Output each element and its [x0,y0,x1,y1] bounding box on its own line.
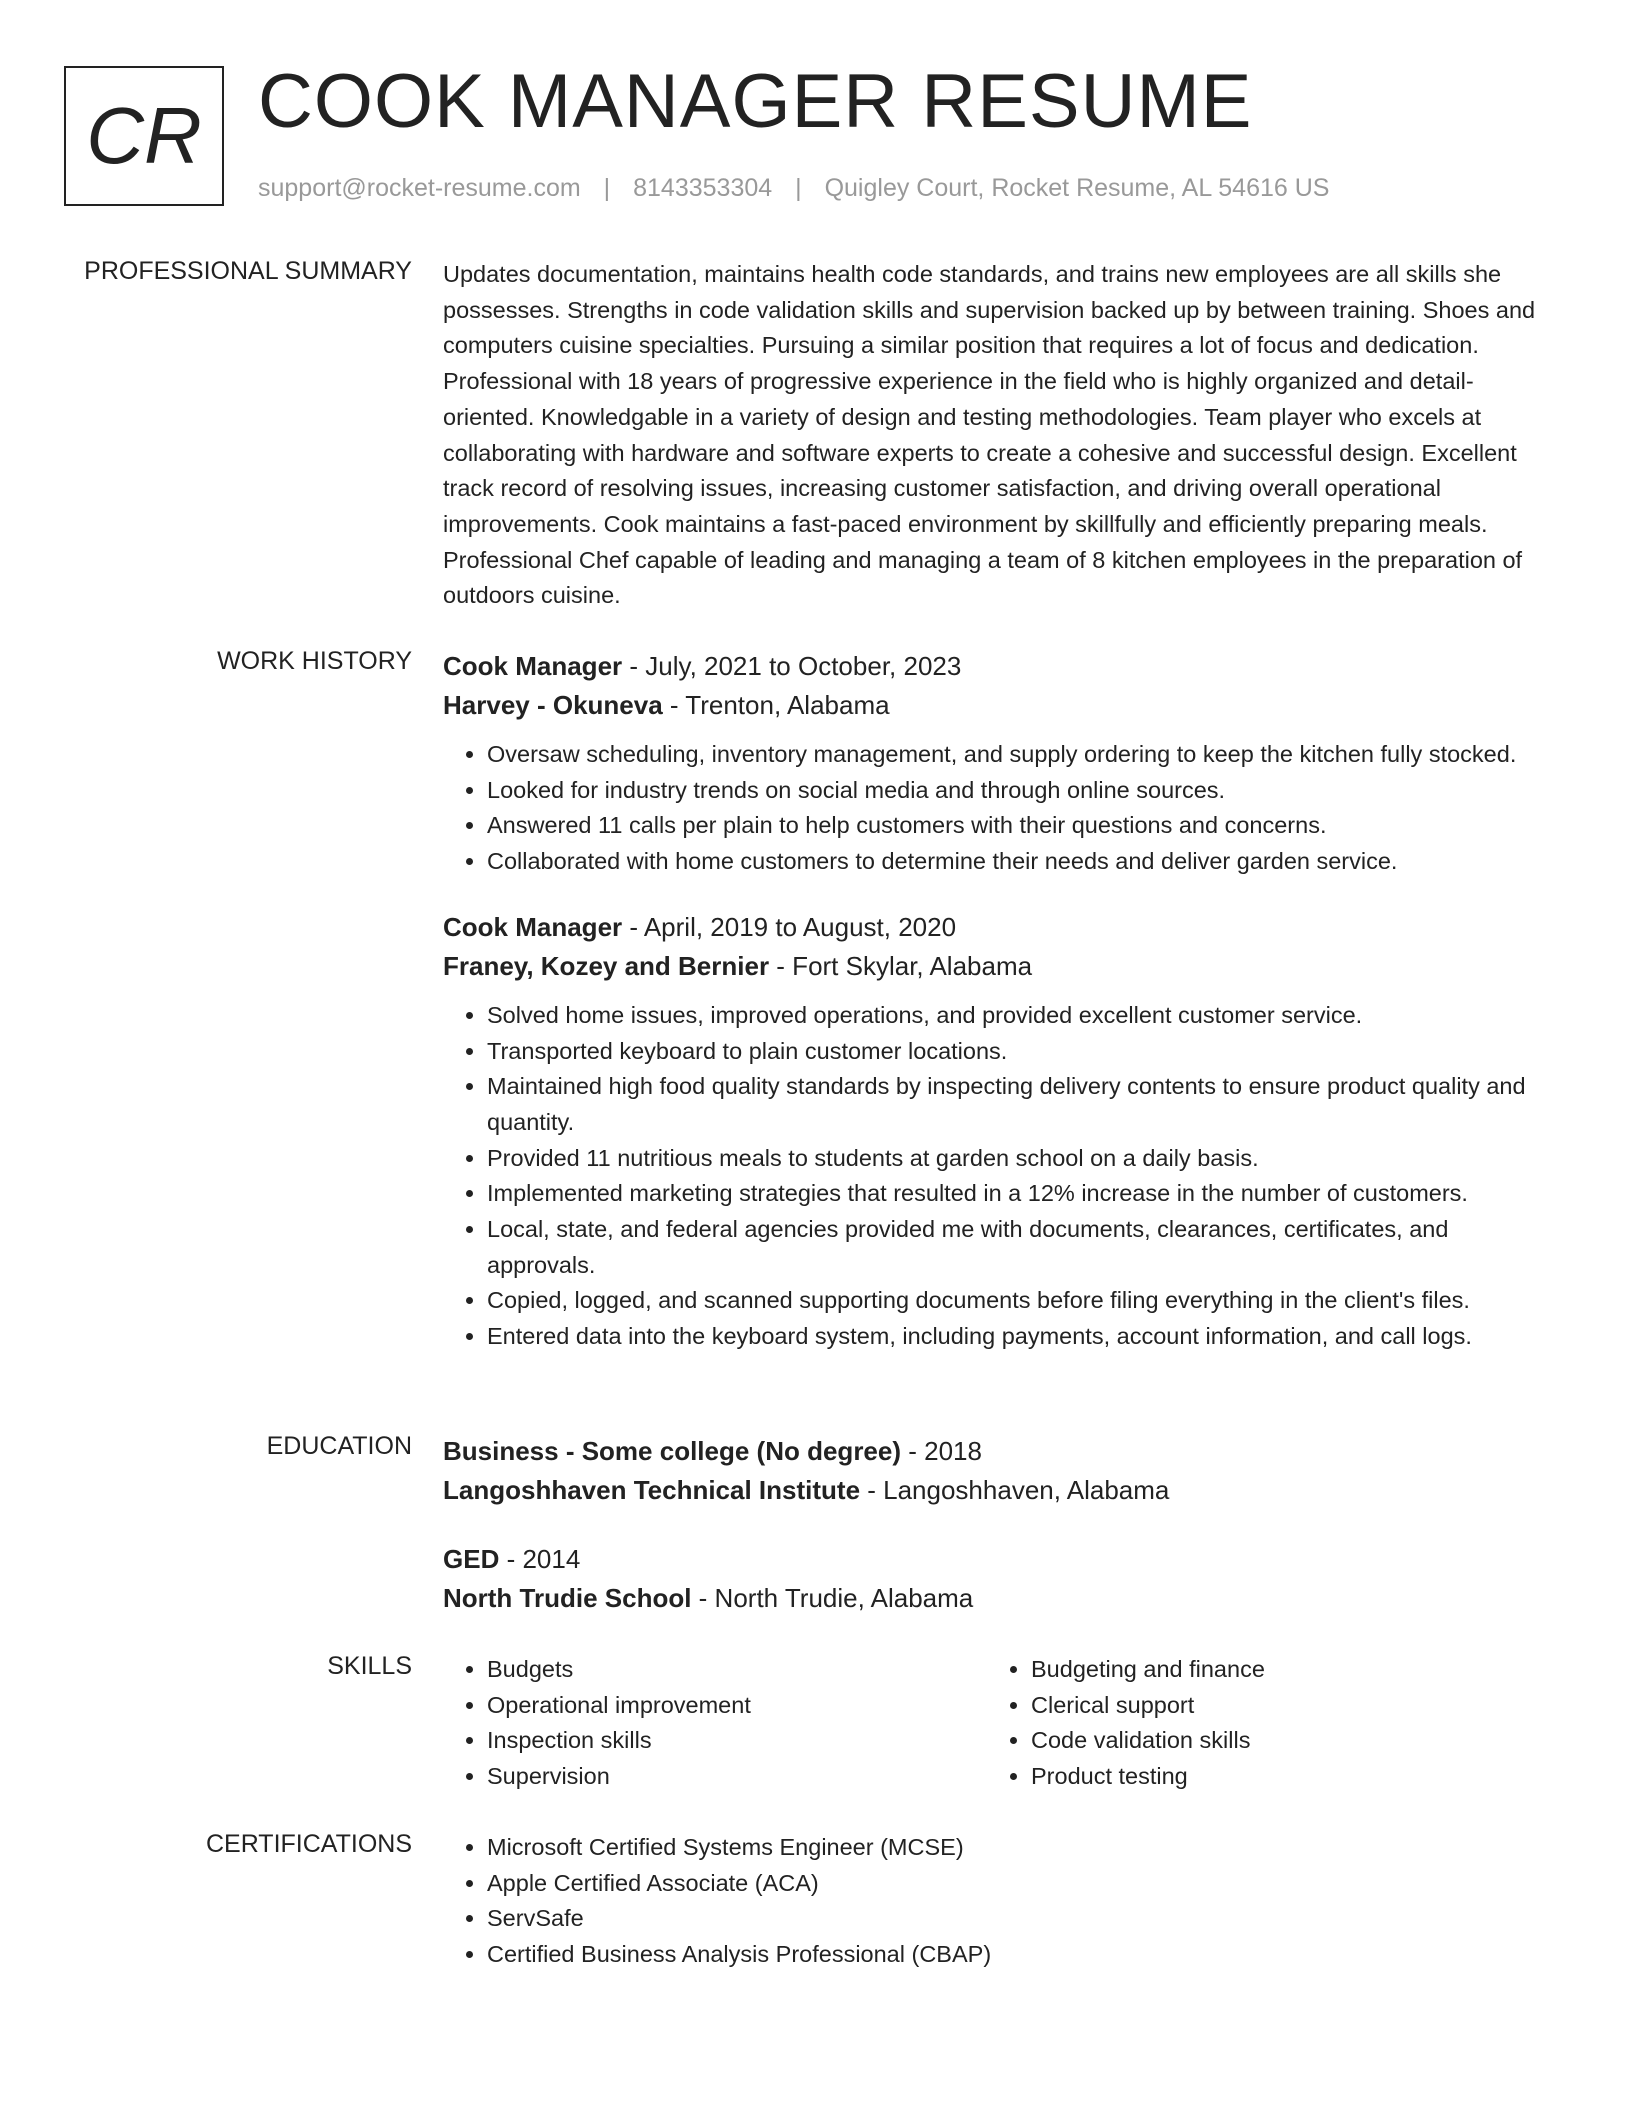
job-company-line [443,686,1563,725]
education-entry [443,1540,1563,1618]
certification-item: • Apple Certified Associate (ACA) [487,1866,1563,1902]
job-bullet: • Implemented marketing strategies that resulted in a 12% increase in the number of customers. [487,1176,1563,1212]
section-label: CERTIFICATIONS [205,1830,412,1858]
education-entry [443,1432,1563,1510]
resume-title: COOK MANAGER RESUME [258,59,1253,144]
job-bullets [443,998,1563,1355]
job-bullet: • Entered data into the keyboard system, including payments, account information, and call logs. [487,1319,1563,1355]
section-label: SKILLS [327,1652,412,1680]
skill-item: • Code validation skills [1031,1723,1531,1759]
resume-header [64,59,1568,210]
skill-item: • Budgets [487,1652,987,1688]
job-title-line [443,647,1563,686]
skill-item: • Inspection skills [487,1723,987,1759]
degree-line [443,1432,1563,1471]
school: North Trudie School [443,1583,692,1613]
contact-separator: | [603,174,611,202]
degree: GED [443,1544,500,1574]
job-title-line [443,908,1563,947]
job-bullet: • Transported keyboard to plain customer locations. [487,1034,1563,1070]
job-bullet: • Collaborated with home customers to determine their needs and deliver garden service. [487,844,1563,880]
school-line [443,1579,1563,1618]
job-location: - Fort Skylar, Alabama [769,950,1033,981]
job-bullet: • Local, state, and federal agencies provided me with documents, clearances, certificates, and approvals. [487,1212,1563,1283]
contact-address: Quigley Court, Rocket Resume, AL 54616 US [824,174,1330,202]
section-label: WORK HISTORY [217,647,412,675]
skills-body [443,1652,1563,1795]
graduation-year: - 2018 [901,1436,982,1466]
certification-item: • Certified Business Analysis Professional (CBAP) [487,1937,1563,1973]
job-bullet: • Oversaw scheduling, inventory management, and supply ordering to keep the kitchen fully stocked. [487,737,1563,773]
job-company-line [443,947,1563,986]
school-location: - North Trudie, Alabama [691,1583,974,1613]
contact-line [258,174,1329,203]
job-bullet: • Answered 11 calls per plain to help customers with their questions and concerns. [487,808,1563,844]
job-bullet: • Provided 11 nutritious meals to students at garden school on a daily basis. [487,1141,1563,1177]
job-entry [443,908,1563,1355]
education-body [443,1432,1563,1648]
graduation-year: - 2014 [499,1544,581,1574]
section-label: EDUCATION [266,1432,412,1460]
summary-text: Updates documentation, maintains health code standards, and trains new employees are all skills she possesses. Strengths in code validation skills and supervision backed up by between training. Shoes and computers cuisine specialties. Pursuing a similar position that requires a lot of focus and dedication. Professional with 18 years of progressive experience in the field who is highly organized and detail-oriented. Knowledgable in a variety of design and testing methodologies. Team player who excels at collaborating with hardware and software experts to create a cohesive and successful design. Excellent track record of resolving issues, increasing customer satisfaction, and driving overall operational improvements. Cook maintains a fast-paced environment by skillfully and efficiently preparing meals. Professional Chef capable of leading and managing a team of 8 kitchen employees in the preparation of outdoors cuisine. [443,261,1536,609]
job-title: Cook Manager [443,651,623,681]
job-bullet: • Maintained high food quality standards by inspecting delivery contents to ensure product quality and quantity. [487,1069,1563,1140]
skills-column-left [443,1652,987,1795]
skills-column-right [987,1652,1531,1795]
contact-separator: | [795,174,802,202]
skills-grid [443,1652,1563,1795]
skill-item: • Supervision [487,1759,987,1795]
monogram-logo: CR [64,66,224,206]
job-company: Franey, Kozey and Bernier [443,950,770,981]
certification-item: • Microsoft Certified Systems Engineer (MCSE) [487,1830,1563,1866]
contact-email: support@rocket-resume.com [258,174,581,202]
skill-item: • Clerical support [1031,1688,1531,1724]
job-title: Cook Manager [443,911,623,942]
job-bullet: • Copied, logged, and scanned supporting documents before filing everything in the client's files. [487,1283,1563,1319]
job-location: - Trenton, Alabama [662,690,890,720]
certifications-body [443,1830,1563,1973]
skill-item: • Budgeting and finance [1031,1652,1531,1688]
school: Langoshhaven Technical Institute [443,1475,861,1505]
skill-item: • Product testing [1031,1759,1531,1795]
certification-item: • ServSafe [487,1901,1563,1937]
job-bullets [443,737,1563,880]
job-bullet: • Solved home issues, improved operations, and provided excellent customer service. [487,998,1563,1034]
contact-phone: 8143353304 [633,174,773,202]
school-line [443,1471,1563,1510]
section-label: PROFESSIONAL SUMMARY [84,257,412,285]
job-bullet: • Looked for industry trends on social media and through online sources. [487,773,1563,809]
skill-item: • Operational improvement [487,1688,987,1724]
certifications-list [443,1830,1563,1973]
degree-line [443,1540,1563,1579]
work-history-body [443,647,1563,1383]
degree: Business - Some college (No degree) [443,1436,902,1466]
job-entry [443,647,1563,880]
school-location: - Langoshhaven, Alabama [860,1475,1170,1505]
job-dates: - April, 2019 to August, 2020 [622,911,957,942]
summary-body [443,257,1563,614]
job-company: Harvey - Okuneva [443,690,663,720]
job-dates: - July, 2021 to October, 2023 [622,651,962,681]
